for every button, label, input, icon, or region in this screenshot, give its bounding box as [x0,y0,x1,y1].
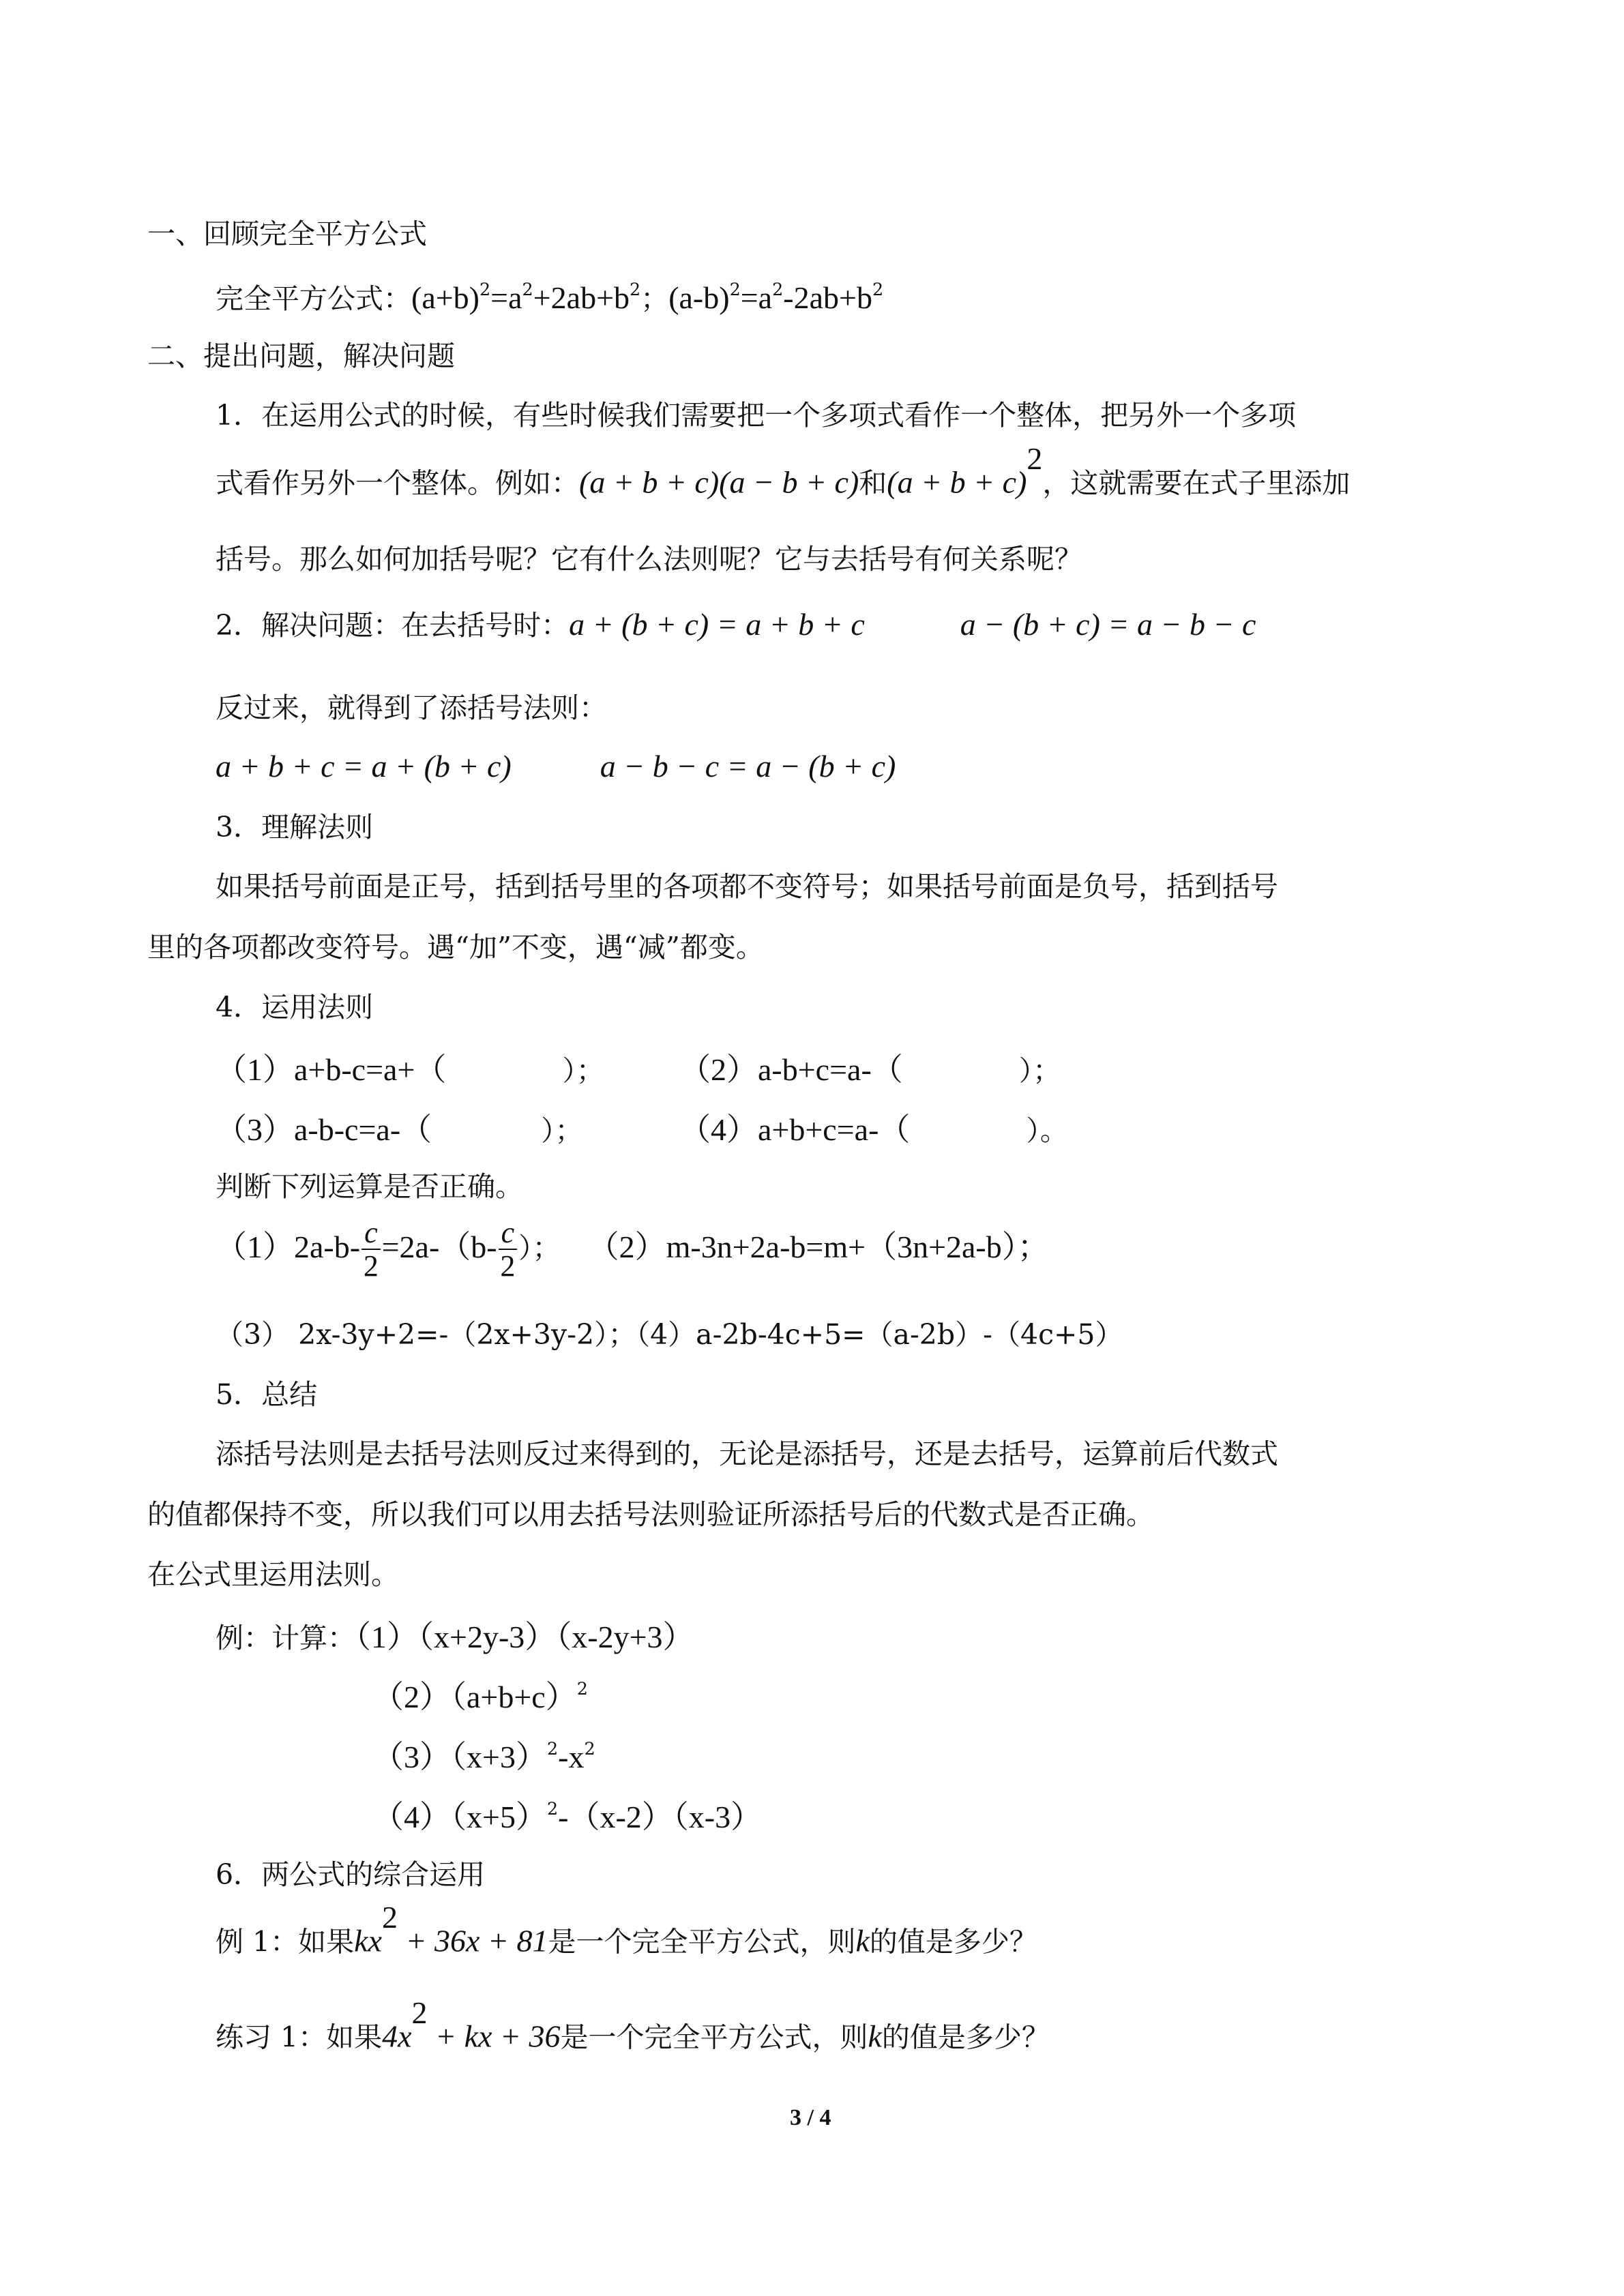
square-formula-line: 完全平方公式：$(a+b)^2=a^2+2ab+b^2$；$(a-b)^2=a^2-2ab+b^2$ [216,278,884,315]
problem-1-line-1: 1．在运用公式的时候，有些时候我们需要把一个多项式看作一个整体，把另外一个多项 [216,399,1297,432]
summary-line-1: 添括号法则是去括号法则反过来得到的，无论是添括号，还是去括号，运算前后代数式 [216,1437,1278,1470]
calc-example-2: $(2)(a+b+c)^2$ [372,1678,588,1714]
problem-5-title: 5．总结 [216,1378,318,1411]
exercise-2: （2）a-b+c=a-（ ）； [679,1052,1061,1087]
section-1-title: 一、回顾完全平方公式 [147,218,427,250]
reverse-rule-intro: 反过来，就得到了添括号法则： [216,691,607,724]
problem-3-line-2: 里的各项都改变符号。遇“加”不变，遇“减”都变。 [147,931,764,964]
problem-6-title: 6．两公式的综合运用 [216,1858,486,1891]
section-2-title: 二、提出问题，解决问题 [147,340,455,372]
judge-3-and-4: （3） 2x-3y+2=-（2x+3y-2）；（4）a-2b-4c+5=（a-2b）-（4c+5） [216,1318,1123,1351]
calc-example-3: $(3)(x+3)^2-x^2$ [372,1738,595,1774]
exercise-1: （1）a+b-c=a+（ ）； [216,1052,604,1087]
problem-3-title: 3．理解法则 [216,811,374,844]
example-1: 例 1：如果$kx^2 + 36x + 81$是一个完全平方公式，则k的值是多少？ [216,1900,1037,1958]
page-number: 3 / 4 [790,2105,831,2130]
summary-line-2: 的值都保持不变，所以我们可以用去括号法则验证所添括号后的代数式是否正确。 [147,1498,1154,1531]
add-bracket-rule: a + b + c = a + (b + c) a − b − c = a − (b + c) [216,749,896,784]
practice-1: 练习 1：如果$4x^2$ + kx + 36是一个完全平方公式，则k的值是多少？ [216,1995,1050,2054]
apply-rules-line: 在公式里运用法则。 [147,1558,399,1591]
judge-title: 判断下列运算是否正确。 [216,1170,523,1203]
problem-1-line-2: 式看作另外一个整体。例如：(a + b + c)(a − b + c)和$(a + b + c)^2$，这就需要在式子里添加 [216,441,1350,500]
calc-example-4: $(4)(x+5)^2-(x-2)(x-3)$ [372,1798,763,1834]
fraction-c-over-2: $\frac{c}{2}$ [361,1217,381,1283]
judge-1-and-2: （1）2a-b- $\frac{c}{2}$ =2a-（b- $\frac{c}{2}$ ）； （2）m-3n+2a-b=m+（3n+2a-b）； [216,1216,1049,1283]
exercise-4: （4）a+b+c=a-（ ）。 [679,1112,1068,1147]
calc-example-1: 例：计算：（1）（x+2y-3）（x-2y+3） [216,1620,694,1654]
problem-3-line-1: 如果括号前面是正号，括到括号里的各项都不变符号；如果括号前面是负号，括到括号 [216,870,1278,903]
problem-4-title: 4．运用法则 [216,991,374,1024]
fraction-c-over-2: $\frac{c}{2}$ [499,1217,518,1283]
problem-1-line-3: 括号。那么如何加括号呢？它有什么法则呢？它与去括号有何关系呢？ [216,543,1082,576]
exercise-3: （3）a-b-c=a-（ ）； [216,1112,583,1147]
problem-2-line: 2．解决问题：在去括号时：a + (b + c) = a + b + c a − (b + c) = a − b − c [216,607,1256,642]
